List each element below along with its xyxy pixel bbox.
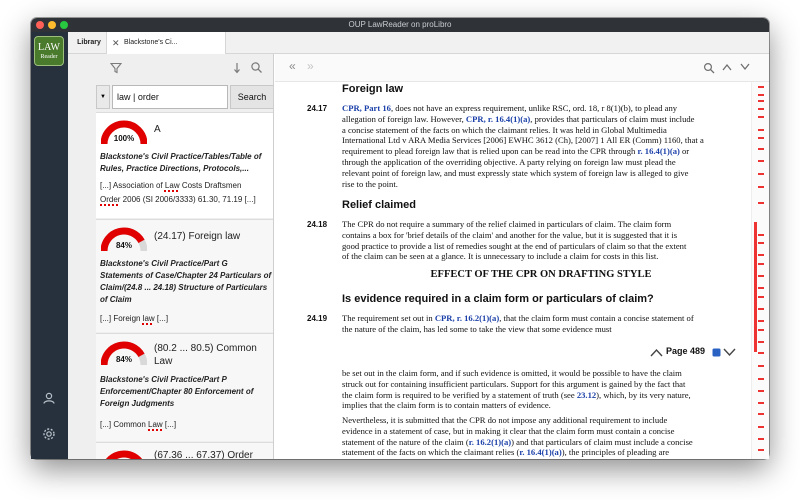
cross-reference-link[interactable]: r. 16.4(1)(a) xyxy=(519,447,562,458)
close-tab-icon[interactable]: ✕ xyxy=(112,38,120,48)
scrollbar-thumb[interactable] xyxy=(754,222,768,352)
paragraph xyxy=(342,313,740,335)
page-up-chevron-icon[interactable] xyxy=(650,348,663,357)
left-rail xyxy=(31,32,68,459)
hit-marker xyxy=(758,173,764,175)
text-line: a concise statement of the facts on which the claimant relies. It was held in Global Multimedia xyxy=(342,124,667,135)
snippet-text: [...] Association of xyxy=(100,181,165,190)
hit-marker xyxy=(758,390,764,392)
hit-marker xyxy=(758,202,764,204)
settings-gear-icon[interactable] xyxy=(42,427,56,441)
paragraph xyxy=(342,219,740,262)
hit-marker xyxy=(758,86,764,88)
text-line: requirement to plead foreign law that is relied upon can be read into the CPR through r. 16.4(1)(a) or xyxy=(342,146,690,157)
text-line: the nature of the claim, has led some to take the view that some evidence must xyxy=(342,323,612,334)
hit-marker xyxy=(758,100,764,102)
page-link-icon[interactable] xyxy=(712,348,721,357)
text-line: relevant point of foreign law, and must expressly state which system of foreign law is alleged to give xyxy=(342,167,689,178)
title-bar xyxy=(31,18,769,32)
sort-icon[interactable] xyxy=(232,62,242,74)
logo-subtext: Reader xyxy=(40,54,58,60)
page-down-chevron-icon[interactable] xyxy=(723,348,736,357)
relevance-percent: 84% xyxy=(115,241,132,250)
snippet-highlight: Law xyxy=(148,420,163,429)
account-icon[interactable] xyxy=(42,391,56,405)
hit-marker xyxy=(758,129,764,131)
search-row xyxy=(96,85,274,109)
section-heading: Relief claimed xyxy=(342,199,416,211)
cross-reference-link[interactable]: CPR, r. 16.4(1)(a) xyxy=(465,113,531,124)
lawreader-logo[interactable] xyxy=(34,36,64,66)
hit-marker xyxy=(758,116,764,118)
relevance-percent: 84% xyxy=(115,355,132,364)
hit-marker xyxy=(758,148,764,150)
document-toolbar xyxy=(275,54,769,82)
hit-marker xyxy=(758,402,764,404)
zoom-window-button[interactable] xyxy=(60,21,68,29)
text-line: the claim form is required to be verified by a statement of truth (see 23.12), which, by its very nature, xyxy=(342,389,691,400)
logo-text: LAW xyxy=(38,42,60,53)
back-chevron-icon[interactable]: « xyxy=(289,59,296,73)
paragraph-number: 24.17 xyxy=(307,104,328,113)
search-scope-dropdown[interactable]: ▼ xyxy=(96,85,110,109)
result-item[interactable] xyxy=(96,112,274,218)
previous-hit-chevron-icon[interactable] xyxy=(722,63,732,71)
snippet-text: [...] Foreign xyxy=(100,314,143,323)
forward-chevron-icon[interactable]: » xyxy=(307,59,314,73)
result-path: Blackstone's Civil Practice/Part P Enforcement/Chapter 80 Enforcement of Foreign Judgments xyxy=(100,375,254,408)
snippet-text: [...] Common xyxy=(100,420,149,429)
cross-reference-link[interactable]: r. 16.4(1)(a) xyxy=(637,146,680,157)
result-path: Blackstone's Civil Practice/Part G Statements of Case/Chapter 24 Particulars of Claim/(24.8 ... 24.18) Structure of Particulars of Claim xyxy=(100,259,272,304)
section-heading: Is evidence required in a claim form or particulars of claim? xyxy=(342,293,654,305)
cross-reference-link[interactable]: CPR, Part 16 xyxy=(342,103,391,113)
hit-marker xyxy=(758,108,764,110)
document-view xyxy=(275,82,751,459)
close-window-button[interactable] xyxy=(36,21,44,29)
text-line: struck out for containing insufficient particulars. Support for this argument is gained by the fact that xyxy=(342,378,686,389)
text-line: evidence in a statement of case, but in making it clear that the claim form must contain a concise xyxy=(342,425,675,436)
hit-marker xyxy=(758,352,764,354)
hit-marker xyxy=(758,186,764,188)
snippet-text: [...] xyxy=(162,420,177,429)
tab-document-label: Blackstone's Ci... xyxy=(124,39,178,46)
hit-marker xyxy=(758,438,764,440)
tab-document[interactable] xyxy=(106,32,226,54)
paragraph xyxy=(342,103,740,189)
next-hit-chevron-icon[interactable] xyxy=(740,63,750,71)
hit-marker xyxy=(758,160,764,162)
search-input[interactable] xyxy=(112,85,228,109)
search-user-icon[interactable] xyxy=(250,61,263,74)
hit-marker xyxy=(758,378,764,380)
text-line: through the application of the overriding objective. A party relying on foreign law must plead the xyxy=(342,156,676,167)
hit-marker xyxy=(758,413,764,415)
paragraph xyxy=(342,368,740,411)
result-heading: (67.36 ... 67.37) Order xyxy=(154,450,253,459)
cross-reference-link[interactable]: r. 16.2(1)(a) xyxy=(468,436,512,447)
result-snippet xyxy=(100,418,272,432)
minimize-window-button[interactable] xyxy=(48,21,56,29)
snippet-highlight: Law xyxy=(164,181,180,190)
result-snippet xyxy=(100,179,272,207)
text-line: allegation of foreign law. However, CPR, r. 16.4(1)(a), provides that particulars of claim must include xyxy=(342,113,695,124)
text-line: good practice to provide a list of remedies sought at the end of particulars of claim so that the extent xyxy=(342,240,687,251)
hit-marker xyxy=(758,137,764,139)
result-item[interactable] xyxy=(96,442,274,459)
result-snippet xyxy=(100,312,272,326)
relevance-gauge xyxy=(101,449,147,459)
result-path: Blackstone's Civil Practice/Tables/Table of Rules, Practice Directions, Protocols,... xyxy=(100,152,262,173)
text-line: CPR, Part 16, does not have an express requirement, unlike RSC, ord. 18, r 8(1)(b), to plead any xyxy=(342,103,678,113)
find-in-document-icon[interactable] xyxy=(703,62,715,74)
result-heading: (24.17) Foreign law xyxy=(154,231,241,242)
result-heading: (80.2 ... 80.5) Common Law xyxy=(154,343,257,367)
text-line: be set out in the claim form, and if such evidence is omitted, it would be possible to have the claim xyxy=(342,368,682,378)
paragraph-number: 24.18 xyxy=(307,220,328,229)
tab-library[interactable]: Library xyxy=(77,39,101,46)
results-toolbar xyxy=(68,54,274,82)
text-line: The requirement set out in CPR, r. 16.2(1)(a), that the claim form must contain a concise statement of xyxy=(342,313,694,323)
result-item[interactable] xyxy=(96,219,274,332)
text-line: of the claim can be seen at a glance. It is unnecessary to include a claim for costs in this list. xyxy=(342,251,659,262)
snippet-text: 2006 (SI 2006/3333) 61.30, 71.19 [...] xyxy=(120,195,256,204)
cross-reference-link[interactable]: CPR, r. 16.2(1)(a) xyxy=(434,313,500,323)
hit-marker xyxy=(758,449,764,451)
snippet-text: [...] xyxy=(154,314,169,323)
tab-bar xyxy=(68,32,769,54)
result-heading: A xyxy=(154,124,161,135)
section-heading xyxy=(342,83,403,95)
text-line: rise to the point. xyxy=(342,178,398,189)
hit-marker xyxy=(758,426,764,428)
hit-scrollbar[interactable] xyxy=(751,82,769,459)
search-button[interactable]: Search xyxy=(230,85,274,109)
paragraph-number: 24.19 xyxy=(307,314,328,323)
text-line: International Ltd v ARA Media Services [2006] EWHC 3612 (Ch), [2007] 1 All ER (Comm) 1160, that a xyxy=(342,135,704,146)
hit-marker xyxy=(758,365,764,367)
search-results-panel xyxy=(68,54,274,459)
text-line: Nevertheless, it is submitted that the CPR do not impose any additional requirement to include xyxy=(342,415,668,425)
text-line: contains a box for 'brief details of the claim' and another for the value, but it is suggested that it is xyxy=(342,229,678,240)
snippet-highlight: law xyxy=(142,314,155,323)
result-item[interactable] xyxy=(96,333,274,441)
paragraph xyxy=(342,415,740,458)
hit-marker xyxy=(758,94,764,96)
snippet-highlight: Order xyxy=(100,195,121,204)
window-title: OUP LawReader on proLibro xyxy=(348,20,452,29)
text-line: statement of the nature of the claim (r. 16.2(1)(a)) and that particulars of claim must include a concise xyxy=(342,436,693,447)
chapter-heading: EFFECT OF THE CPR ON DRAFTING STYLE xyxy=(430,269,652,280)
filter-icon[interactable] xyxy=(110,62,122,74)
snippet-text: Costs Draftsmen xyxy=(179,181,242,190)
cross-reference-link[interactable]: 23.12 xyxy=(576,389,597,400)
heading-text: Foreign law xyxy=(342,83,404,95)
page-marker xyxy=(650,346,740,360)
page-number-label: Page 489 xyxy=(666,346,706,356)
text-line: The CPR do not require a summary of the relief claimed in particulars of claim. The claim form xyxy=(342,219,672,229)
text-line: implies that the claim form is to contain matters of evidence. xyxy=(342,400,551,411)
text-line: statement of the facts on which the claimant relies (r. 16.4(1)(a)), the principles of pleading are xyxy=(342,447,670,458)
relevance-percent: 100% xyxy=(113,134,135,143)
